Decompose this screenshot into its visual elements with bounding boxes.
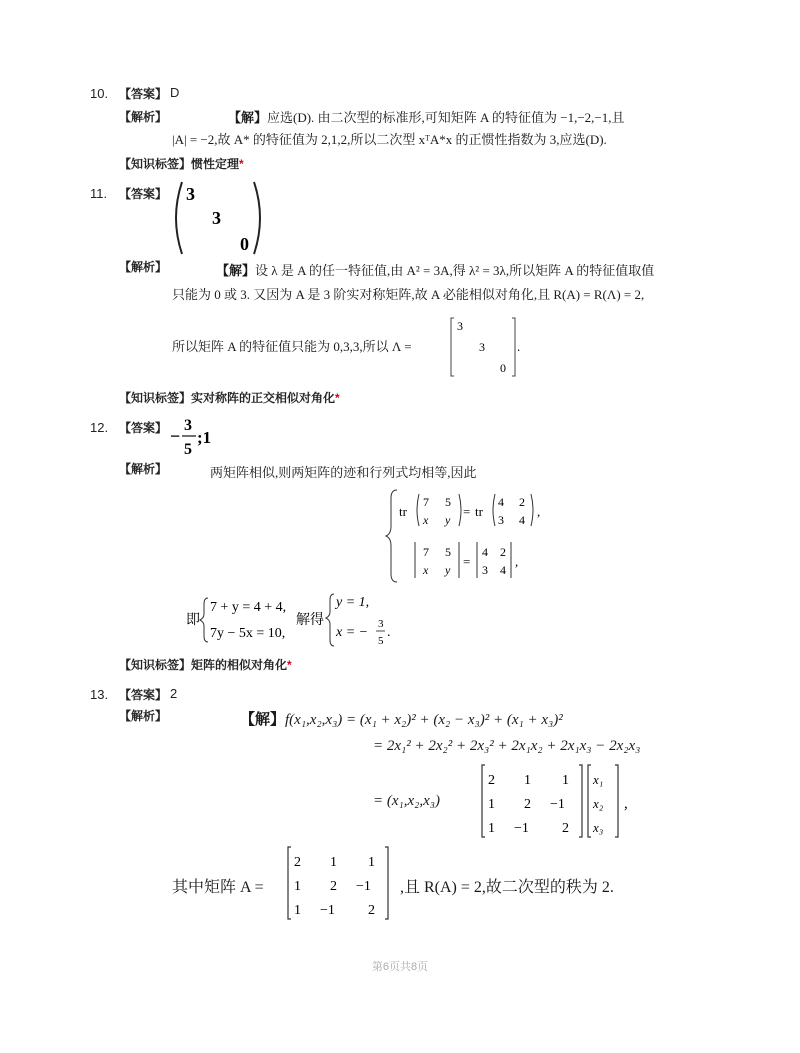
q10-solution-line1 — [228, 108, 624, 128]
q10-line1-text: 应选(D). 由二次型的标准形,可知矩阵 A 的特征值为 −1,−2,−1,且 — [267, 110, 625, 125]
q13-line3-post: , — [624, 796, 628, 812]
q13-a22: 2 — [524, 797, 531, 812]
q13-line1-text: f(x₁,x₂,x₃) = (x₁ + x₂)² + (x₂ − x₃)² + (x₁ + x₃)² — [285, 712, 563, 728]
q12-d1-b: 5 — [445, 545, 451, 559]
svg-text:=: = — [463, 554, 471, 569]
q13-a12: 1 — [524, 773, 531, 788]
q12-knowledge-tag — [119, 656, 292, 673]
q12-sol2-pre: x = − — [336, 625, 369, 640]
q11-solution-line2: 只能为 0 或 3. 又因为 A 是 3 阶实对称矩阵,故 A 必能相似对角化,且 R(A) = R(Λ) = 2, — [172, 287, 645, 302]
q12-eq1: 7 + y = 4 + 4, — [210, 600, 287, 615]
q12-tag-text: 矩阵的相似对角化 — [191, 658, 288, 672]
q12-d1-c: x — [423, 563, 429, 577]
q11-lambda-a11: 3 — [457, 319, 463, 333]
q13-a31: 1 — [488, 821, 495, 836]
q10-solution-line2: |A| = −2,故 A* 的特征值为 2,1,2,所以二次型 xᵀA*x 的正惯性指数为 3,应选(D). — [172, 132, 607, 147]
q12-answer — [168, 412, 228, 460]
q10-number: 10. — [90, 86, 109, 101]
q12-d2-d: 4 — [500, 563, 506, 577]
q13-solve-label: 【解】 — [240, 712, 286, 728]
q13-a13: 1 — [562, 773, 569, 788]
q12-m1-d: y — [445, 513, 451, 527]
q11-line1-text: 设 λ 是 A 的任一特征值,由 A² = 3A,得 λ² = 3λ,所以矩阵 A 的特征值取值 — [255, 263, 655, 278]
q13-line3-pre: = (x₁,x₂,x₃) — [373, 793, 440, 809]
q11-solution-line1 — [216, 261, 654, 281]
q13-a32: −1 — [514, 821, 529, 836]
q12-answer-label: 【答案】 — [119, 421, 168, 435]
q10-knowledge-label: 【知识标签】 — [119, 157, 192, 171]
q12-sol2-den: 5 — [378, 635, 384, 647]
q12-d2-b: 2 — [500, 545, 506, 559]
q13-x2: x₂ — [593, 796, 604, 811]
q12-m2-b: 2 — [519, 495, 525, 509]
q12-d2-a: 4 — [482, 545, 488, 559]
q12-sol2-post: . — [387, 625, 391, 640]
q13-line1 — [240, 708, 563, 729]
q13-c31: 1 — [294, 903, 301, 918]
q13-c23: −1 — [356, 879, 371, 894]
q13-c32: −1 — [320, 903, 335, 918]
q12-ji: 即 — [186, 613, 200, 628]
q10-knowledge-tag — [119, 155, 244, 172]
q11-tag-text: 实对称阵的正交相似对角化 — [191, 391, 336, 405]
q10-solve-label: 【解】 — [228, 110, 268, 125]
q12-eq2: 7y − 5x = 10, — [210, 626, 286, 641]
q12-answer-num: 3 — [184, 417, 192, 434]
q12-m1-a: 7 — [423, 495, 429, 509]
q12-d1-a: 7 — [423, 545, 429, 559]
q11-solution-line3: 所以矩阵 A 的特征值只能为 0,3,3,所以 Λ = — [172, 339, 412, 354]
q13-conclusion-pre: 其中矩阵 A = — [172, 879, 264, 896]
svg-text:,: , — [537, 504, 541, 519]
q12-analysis-label: 【解析】 — [119, 462, 168, 476]
q13-c33: 2 — [368, 903, 375, 918]
q11-line3-end: . — [517, 339, 521, 354]
q11-lambda-a22: 3 — [479, 340, 485, 354]
q12-knowledge-label: 【知识标签】 — [119, 658, 192, 672]
q13-answer-label: 【答案】 — [119, 688, 168, 702]
q13-answer: 2 — [170, 686, 178, 701]
q11-answer-a22: 3 — [212, 208, 221, 228]
q13-c22: 2 — [330, 879, 337, 894]
q11-number: 11. — [90, 186, 108, 201]
q10-analysis-label: 【解析】 — [119, 110, 168, 124]
q10-answer: D — [170, 85, 180, 100]
q12-equations — [186, 590, 426, 650]
q13-c13: 1 — [368, 855, 375, 870]
q12-answer-neg: − — [170, 426, 181, 446]
q10-answer-label: 【答案】 — [119, 87, 168, 101]
q12-star: * — [287, 658, 292, 672]
q13-conclusion-matrix — [284, 844, 396, 922]
q12-m1-c: x — [423, 513, 429, 527]
q12-jiede: 解得 — [296, 613, 324, 628]
q13-conclusion-post: ,且 R(A) = 2,故二次型的秩为 2. — [400, 879, 614, 896]
q13-x3: x₃ — [593, 820, 604, 835]
q12-system — [385, 486, 565, 586]
q13-quadratic-form-matrix — [478, 762, 638, 840]
page-footer: 第6页共8页 — [371, 961, 429, 973]
q10-star: * — [239, 157, 244, 171]
q12-tr-2: tr — [475, 504, 483, 519]
q13-x1: x₁ — [593, 772, 604, 787]
q12-number: 12. — [90, 420, 109, 435]
q11-analysis-label: 【解析】 — [119, 260, 168, 274]
q13-a23: −1 — [550, 797, 565, 812]
q13-number: 13. — [90, 687, 109, 702]
q13-c12: 1 — [330, 855, 337, 870]
q12-intro: 两矩阵相似,则两矩阵的迹和行列式均相等,因此 — [210, 465, 477, 480]
q11-star: * — [335, 391, 340, 405]
q12-answer-den: 5 — [184, 441, 192, 458]
q12-d1-d: y — [445, 563, 451, 577]
q13-a21: 1 — [488, 797, 495, 812]
q11-answer-a33: 0 — [240, 234, 249, 254]
q13-a33: 2 — [562, 821, 569, 836]
q11-lambda-matrix — [448, 316, 528, 378]
q11-knowledge-tag — [119, 389, 340, 406]
q12-d2-c: 3 — [482, 563, 488, 577]
q11-answer-a11: 3 — [186, 184, 195, 204]
q12-sol1: y = 1, — [336, 595, 370, 610]
q11-knowledge-label: 【知识标签】 — [119, 391, 192, 405]
q13-a11: 2 — [488, 773, 495, 788]
q12-m2-d: 4 — [519, 513, 525, 527]
q12-m2-c: 3 — [498, 513, 504, 527]
q12-sol2-num: 3 — [378, 618, 384, 630]
q13-c11: 2 — [294, 855, 301, 870]
q12-tr-1: tr — [399, 504, 407, 519]
q12-m1-b: 5 — [445, 495, 451, 509]
svg-text:,: , — [515, 554, 519, 569]
q13-c21: 1 — [294, 879, 301, 894]
svg-text:=: = — [463, 504, 471, 519]
q13-analysis-label: 【解析】 — [119, 709, 168, 723]
q11-answer-matrix — [168, 178, 268, 258]
q12-m2-a: 4 — [498, 495, 504, 509]
q11-solve-label: 【解】 — [216, 263, 256, 278]
q12-answer-tail: ;1 — [197, 428, 212, 447]
q11-lambda-a33: 0 — [500, 361, 506, 375]
q13-line2: = 2x₁² + 2x₂² + 2x₃² + 2x₁x₂ + 2x₁x₃ − 2x₂x₃ — [373, 738, 641, 754]
q10-tag-text: 惯性定理 — [191, 157, 240, 171]
q11-answer-label: 【答案】 — [119, 187, 168, 201]
